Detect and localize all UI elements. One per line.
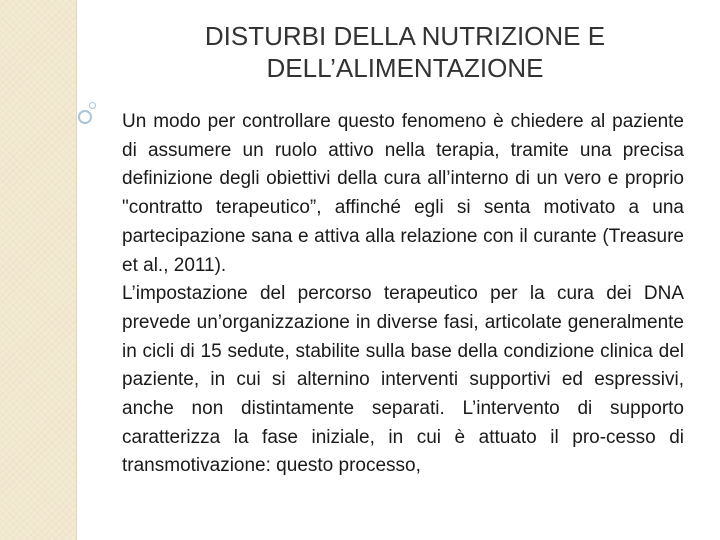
slide-title-line-2: DELL’ALIMENTAZIONE: [266, 53, 544, 83]
slide-body: [122, 108, 684, 481]
slide-title-line-1: DISTURBI DELLA NUTRIZIONE E: [204, 21, 606, 51]
body-paragraph-1: Un modo per controllare questo fenomeno è chiedere al paziente di assumere un ruolo attivo nella terapia, tramite una precisa definizione degli obiettivi della cura all’interno di un vero e proprio "contratto terapeutico”, affinché egli si senta motivato a una partecipazione sana e attiva alla relazione con il curante (Treasure et al., 2011).: [122, 111, 684, 276]
bullet-circle-icon: [78, 110, 92, 124]
decorative-side-panel: [0, 0, 76, 540]
body-paragraph-2: L’impostazione del percorso terapeutico per la cura dei DNA prevede un’organizzazione in diverse fasi, articolate generalmente in cicli di 15 sedute, stabilite sulla base della condizione clinica del paziente, in cui si alternino interventi supportivi ed espressivi, anche non distintamente separati. L’intervento di supporto caratterizza la fase iniziale, in cui è attuato il pro-cesso di transmotivazione: questo processo,: [122, 283, 684, 477]
slide-title: [120, 20, 690, 84]
side-panel-edge: [76, 0, 77, 540]
small-circle-ornament-icon: [89, 102, 96, 109]
